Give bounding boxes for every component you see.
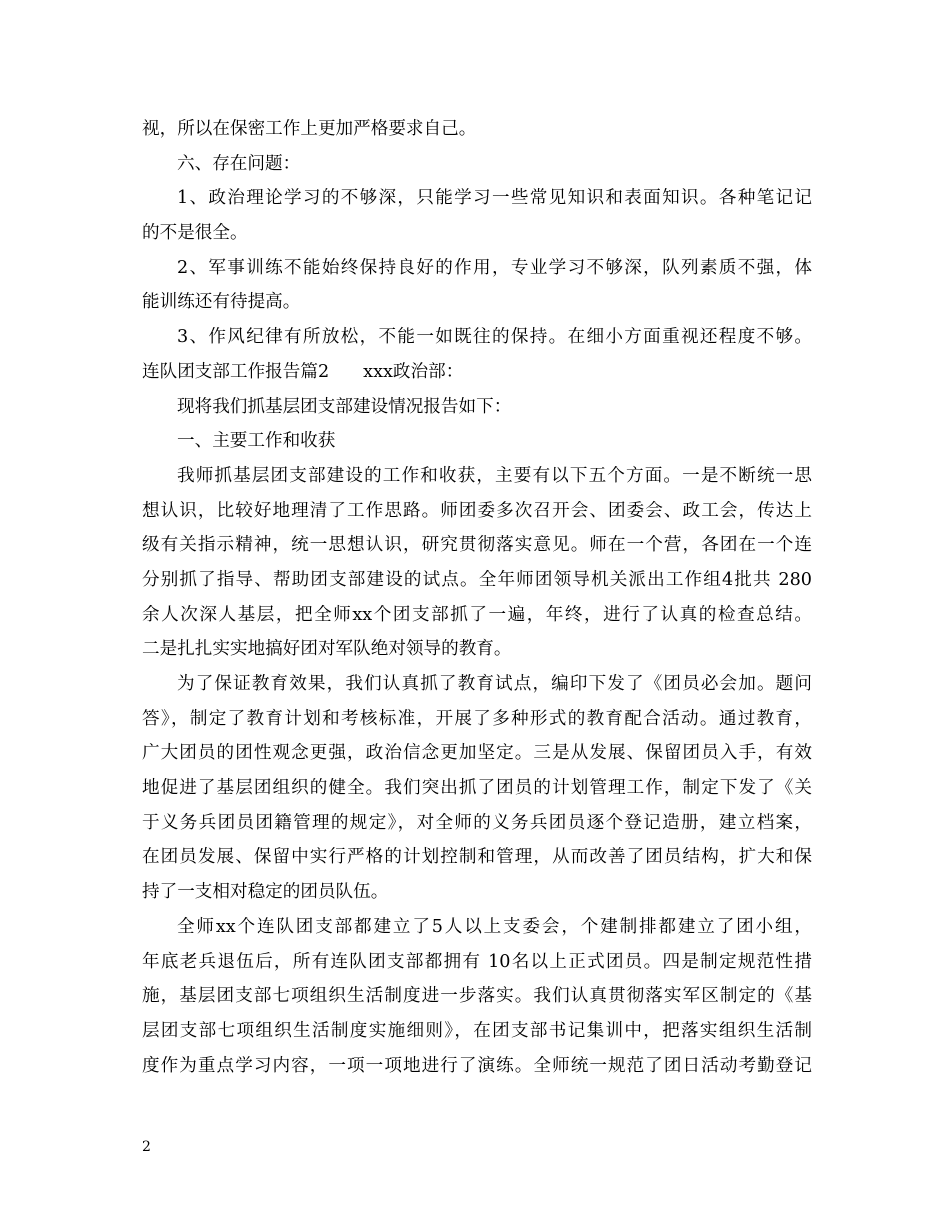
text-line: 能训练还有待提高。 bbox=[142, 292, 301, 313]
text-line: 3、作风纪律有所放松，不能一如既往的保持。在细小方面重视还程度不够。 bbox=[177, 327, 812, 348]
text-line: 2、军事训练不能始终保持良好的作用，专业学习不够深，队列素质不强，体 bbox=[177, 257, 812, 278]
text-line: 现将我们抓基层团支部建设情况报告如下： bbox=[177, 396, 512, 417]
paragraph-block-problems bbox=[142, 112, 812, 355]
report-recipient: xxx政治部： bbox=[363, 361, 464, 382]
text-line: 层团支部七项组织生活制度实施细则》，在团支部书记集训中，把落实组织生活制 bbox=[142, 1020, 812, 1041]
text-line: 分别抓了指导、帮助团支部建设的试点。全年师团领导机关派出工作组4批共 280 bbox=[142, 569, 812, 590]
text-line: 余人次深人基层，把全师xx个团支部抓了一遍，年终，进行了认真的检查总结。 bbox=[142, 604, 812, 625]
text-line: 地促进了基层团组织的健全。我们突出抓了团员的计划管理工作，制定下发了《关 bbox=[142, 778, 812, 799]
text-line: 想认识，比较好地理清了工作思路。师团委多次召开会、团委会、政工会，传达上 bbox=[142, 500, 812, 521]
text-line: 全师xx个连队团支部都建立了5人以上支委会，个建制排都建立了团小组， bbox=[177, 916, 812, 937]
text-line: 我师抓基层团支部建设的工作和收获，主要有以下五个方面。一是不断统一思 bbox=[177, 465, 812, 486]
text-line: 答》，制定了教育计划和考核标准，开展了多种形式的教育配合活动。通过教育， bbox=[142, 708, 812, 729]
paragraph-block-report bbox=[142, 390, 812, 1084]
report-title: 连队团支部工作报告篇2 bbox=[142, 361, 330, 382]
text-line: 年底老兵退伍后，所有连队团支部都拥有 10名以上正式团员。四是制定规范性措 bbox=[142, 951, 812, 972]
text-line: 的不是很全。 bbox=[142, 223, 248, 244]
text-line: 在团员发展、保留中实行严格的计划控制和管理，从而改善了团员结构，扩大和保 bbox=[142, 847, 812, 868]
text-line: 六、存在问题： bbox=[177, 153, 301, 174]
text-line: 广大团员的团性观念更强，政治信念更加坚定。三是从发展、保留团员入手，有效 bbox=[142, 743, 812, 764]
page-number: 2 bbox=[142, 1139, 151, 1155]
text-line: 级有关指示精神，统一思想认识，研究贯彻落实意见。师在一个营，各团在一个连 bbox=[142, 535, 812, 556]
text-line: 持了一支相对稳定的团员队伍。 bbox=[142, 882, 389, 903]
text-line: 视，所以在保密工作上更加严格要求自己。 bbox=[142, 119, 477, 139]
text-line: 1、政治理论学习的不够深，只能学习一些常见知识和表面知识。各种笔记记 bbox=[177, 188, 812, 209]
text-line: 为了保证教育效果，我们认真抓了教育试点，编印下发了《团员必会加。题问 bbox=[177, 674, 812, 694]
text-line: 于义务兵团员团籍管理的规定》，对全师的义务兵团员逐个登记造册，建立档案， bbox=[142, 812, 812, 833]
document-body bbox=[142, 112, 812, 1083]
text-line: 一、主要工作和收获 bbox=[177, 431, 336, 452]
report-heading-line bbox=[142, 355, 812, 390]
text-line: 施，基层团支部七项组织生活制度进一步落实。我们认真贯彻落实军区制定的《基 bbox=[142, 986, 812, 1007]
text-line: 二是扎扎实实地搞好团对军队绝对领导的教育。 bbox=[142, 639, 512, 660]
text-line: 度作为重点学习内容，一项一项地进行了演练。全师统一规范了团日活动考勤登记 bbox=[142, 1055, 812, 1076]
